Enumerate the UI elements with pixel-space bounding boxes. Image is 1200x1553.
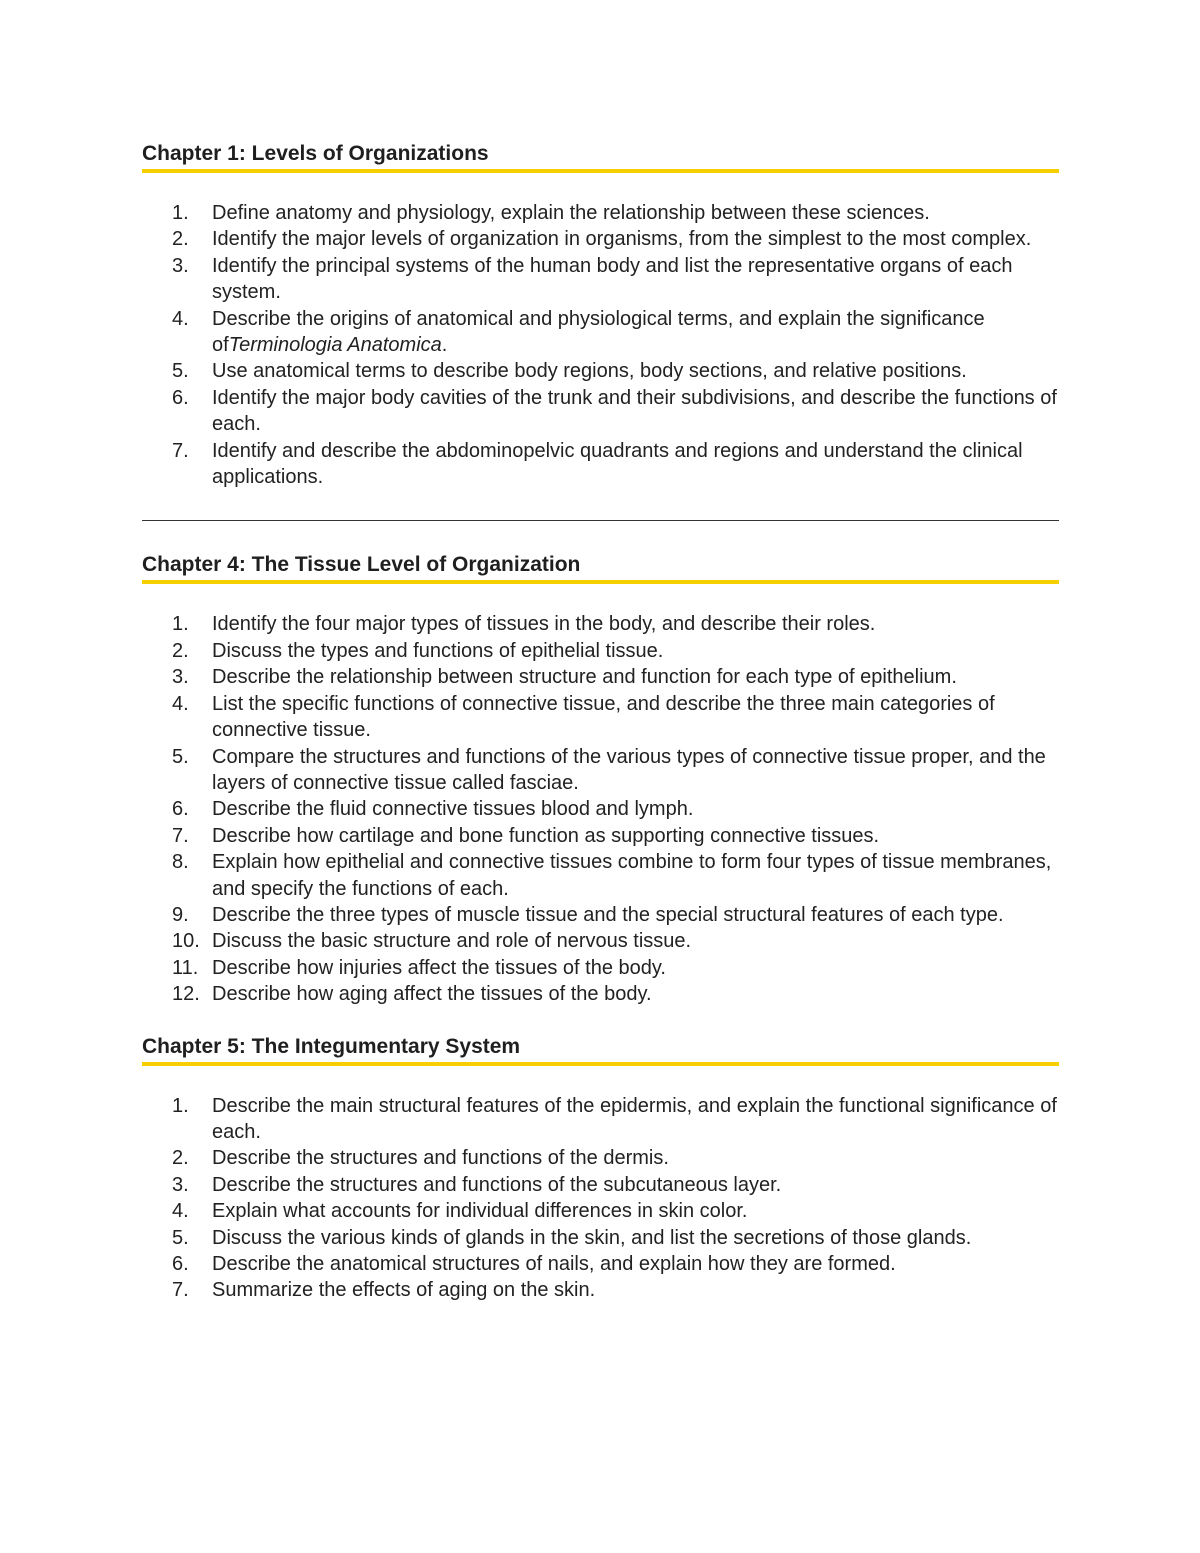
objective-number: 9. bbox=[172, 903, 189, 926]
objective-item bbox=[142, 1277, 1059, 1303]
objective-text bbox=[212, 385, 1059, 438]
objective-item bbox=[142, 1251, 1059, 1277]
objective-number: 3. bbox=[172, 666, 189, 689]
objective-number: 1. bbox=[172, 1094, 189, 1117]
objective-text-main: Explain how epithelial and connective tissues combine to form four types of tissue membranes, and specify the functions of each. bbox=[212, 851, 1052, 900]
objective-text-main: Describe the three types of muscle tissue and the special structural features of each type. bbox=[212, 903, 1004, 926]
objective-number: 6. bbox=[172, 1253, 189, 1275]
objective-text bbox=[212, 1145, 1059, 1171]
objective-text bbox=[212, 955, 1059, 981]
objective-text bbox=[212, 1093, 1059, 1146]
objective-text-after: . bbox=[441, 334, 448, 357]
objective-text bbox=[212, 200, 1059, 226]
objective-item bbox=[142, 691, 1059, 744]
objective-item bbox=[142, 902, 1059, 928]
objective-text-main: Describe the fluid connective tissues blood and lymph. bbox=[212, 798, 694, 821]
objectives-list bbox=[142, 611, 1059, 1007]
objective-text bbox=[212, 253, 1059, 306]
objective-text bbox=[212, 796, 1059, 822]
objective-text-main: Describe how cartilage and bone function as supporting connective tissues. bbox=[212, 824, 880, 847]
objective-text-main: Identify the principal systems of the human body and list the representative organs of each system. bbox=[212, 254, 1013, 304]
objective-text-main: Describe the relationship between structure and function for each type of epithelium. bbox=[212, 666, 957, 689]
chapter-4-section bbox=[142, 551, 1059, 1007]
objective-text-main: Describe the structures and functions of the subcutaneous layer. bbox=[212, 1173, 782, 1196]
objective-item bbox=[142, 744, 1059, 797]
objective-number: 5. bbox=[172, 745, 189, 768]
objective-text-main: Discuss the basic structure and role of nervous tissue. bbox=[212, 930, 692, 953]
objective-text-main: Summarize the effects of aging on the skin. bbox=[212, 1279, 596, 1302]
objective-item bbox=[142, 955, 1059, 981]
objectives-list bbox=[142, 200, 1059, 490]
objective-text-main: Describe how aging affect the tissues of the body. bbox=[212, 983, 652, 1006]
objective-number: 3. bbox=[172, 254, 189, 277]
objective-text-main: Define anatomy and physiology, explain the relationship between these sciences. bbox=[212, 202, 930, 224]
objective-text-main: Describe the structures and functions of the dermis. bbox=[212, 1147, 669, 1170]
objective-number: 7. bbox=[172, 1279, 189, 1302]
chapter-5-section bbox=[142, 1033, 1059, 1304]
objective-item bbox=[142, 796, 1059, 822]
objective-text bbox=[212, 1198, 1059, 1224]
objective-number: 2. bbox=[172, 1147, 189, 1170]
objective-text-main: Identify the four major types of tissues in the body, and describe their roles. bbox=[212, 613, 876, 636]
objective-item bbox=[142, 1093, 1059, 1146]
objective-number: 3. bbox=[172, 1173, 189, 1196]
objective-item bbox=[142, 1172, 1059, 1198]
objective-text-main: Identify the major levels of organization in organisms, from the simplest to the most complex. bbox=[212, 228, 1032, 251]
objective-text-main: Describe the origins of anatomical and physiological terms, and explain the significance of bbox=[212, 307, 985, 357]
objective-text bbox=[212, 638, 1059, 664]
objective-text bbox=[212, 928, 1059, 954]
objective-number: 11. bbox=[172, 956, 199, 979]
objective-number: 4. bbox=[172, 307, 189, 330]
objective-number: 7. bbox=[172, 824, 189, 847]
objective-text-main: Use anatomical terms to describe body regions, body sections, and relative positions. bbox=[212, 360, 967, 383]
objective-number: 1. bbox=[172, 613, 189, 636]
objective-item bbox=[142, 226, 1059, 252]
objective-item bbox=[142, 611, 1059, 637]
objective-number: 7. bbox=[172, 439, 189, 462]
objective-text-main: Describe the anatomical structures of nails, and explain how they are formed. bbox=[212, 1253, 896, 1275]
objective-text-main: Discuss the various kinds of glands in the skin, and list the secretions of those glands. bbox=[212, 1226, 972, 1249]
objective-number: 1. bbox=[172, 202, 189, 224]
objective-item bbox=[142, 1145, 1059, 1171]
objective-item bbox=[142, 200, 1059, 226]
objective-text-main: Discuss the types and functions of epithelial tissue. bbox=[212, 639, 664, 662]
objective-text bbox=[212, 1277, 1059, 1303]
objective-text bbox=[212, 744, 1059, 797]
objective-text bbox=[212, 438, 1059, 491]
objective-item bbox=[142, 358, 1059, 384]
objective-text bbox=[212, 902, 1059, 928]
objective-text bbox=[212, 1172, 1059, 1198]
objective-text-main: Identify and describe the abdominopelvic quadrants and regions and understand the clinical applications. bbox=[212, 439, 1023, 489]
chapter-title: Chapter 5: The Integumentary System bbox=[142, 1033, 1059, 1066]
objectives-list bbox=[142, 1093, 1059, 1304]
objective-text-main: Describe the main structural features of the epidermis, and explain the functional significance of each. bbox=[212, 1094, 1057, 1143]
objective-text-main: Describe how injuries affect the tissues of the body. bbox=[212, 956, 666, 979]
objective-number: 2. bbox=[172, 639, 189, 662]
objective-text-main: List the specific functions of connective tissue, and describe the three main categories of connective tissue. bbox=[212, 692, 995, 742]
objective-text bbox=[212, 664, 1059, 690]
objective-item bbox=[142, 981, 1059, 1007]
objective-item bbox=[142, 438, 1059, 491]
objective-item bbox=[142, 928, 1059, 954]
objective-number: 4. bbox=[172, 692, 189, 715]
objective-item bbox=[142, 306, 1059, 359]
objective-number: 12. bbox=[172, 983, 200, 1006]
objective-number: 8. bbox=[172, 851, 189, 874]
objective-item bbox=[142, 638, 1059, 664]
objective-item bbox=[142, 1198, 1059, 1224]
objective-item bbox=[142, 849, 1059, 902]
objective-text bbox=[212, 1251, 1059, 1277]
objective-item bbox=[142, 823, 1059, 849]
document-page bbox=[142, 140, 1059, 1304]
objective-number: 6. bbox=[172, 386, 189, 409]
objective-text-main: Compare the structures and functions of the various types of connective tissue proper, and the layers of connective tissue called fasciae. bbox=[212, 745, 1046, 794]
objective-text-main: Explain what accounts for individual differences in skin color. bbox=[212, 1200, 748, 1223]
objective-text bbox=[212, 611, 1059, 637]
objective-number: 10. bbox=[172, 930, 200, 953]
objective-number: 6. bbox=[172, 798, 189, 821]
objective-number: 4. bbox=[172, 1200, 189, 1223]
objective-text bbox=[212, 1225, 1059, 1251]
objective-text bbox=[212, 306, 1059, 359]
objective-text bbox=[212, 226, 1059, 252]
objective-number: 5. bbox=[172, 1226, 189, 1249]
objective-text bbox=[212, 691, 1059, 744]
objective-item bbox=[142, 1225, 1059, 1251]
objective-text bbox=[212, 358, 1059, 384]
objective-item bbox=[142, 385, 1059, 438]
objective-number: 2. bbox=[172, 228, 189, 251]
objective-item bbox=[142, 664, 1059, 690]
objective-text-main: Identify the major body cavities of the trunk and their subdivisions, and describe the functions of each. bbox=[212, 386, 1057, 436]
objective-text bbox=[212, 823, 1059, 849]
chapter-1-section bbox=[142, 140, 1059, 490]
objective-text-italic: Terminologia Anatomica bbox=[228, 334, 442, 357]
chapter-title: Chapter 1: Levels of Organizations bbox=[142, 140, 1059, 173]
objective-text bbox=[212, 849, 1059, 902]
objective-number: 5. bbox=[172, 360, 189, 383]
objective-item bbox=[142, 253, 1059, 306]
chapter-title: Chapter 4: The Tissue Level of Organization bbox=[142, 551, 1059, 584]
objective-text bbox=[212, 981, 1059, 1007]
section-divider bbox=[142, 520, 1059, 521]
